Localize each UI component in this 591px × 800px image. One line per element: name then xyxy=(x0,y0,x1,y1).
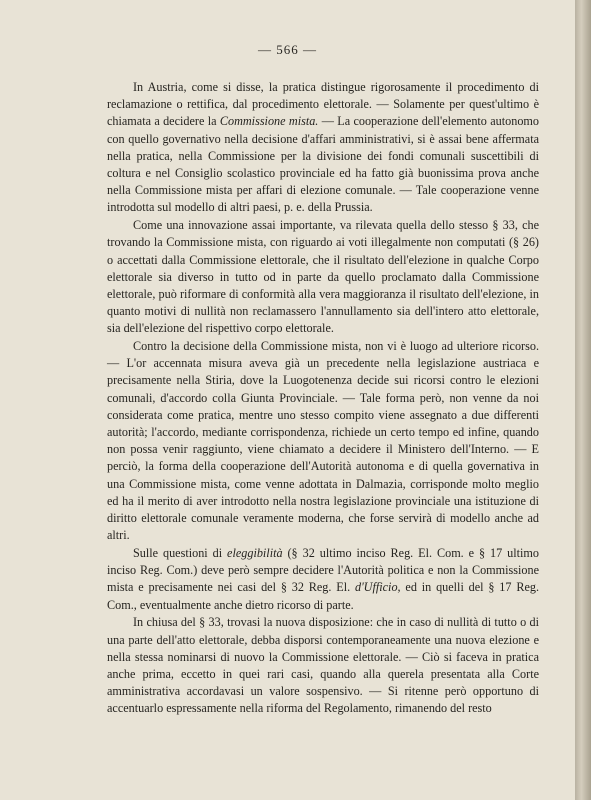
text-run: Sulle questioni di xyxy=(133,545,228,560)
paragraph xyxy=(107,614,539,717)
italic-text: Commissione mista. xyxy=(219,114,319,129)
paragraph xyxy=(107,79,539,217)
book-spine-edge xyxy=(575,0,591,800)
italic-text: d'Ufficio, xyxy=(354,580,401,595)
paragraph xyxy=(107,545,539,614)
text-run: Come una innovazione assai importante, va rilevata quella dello stesso § 33, che trovando la Commissione mista, con riguardo ai voti illegalmente non computati (§ 26) o accettati dalla Commissione elettorale, che il risultato dell'elezione in qualche Corpo elettorale sia diverso in tutto od in parte da quello proclamato dalla Commissione elettorale, può riformare di conformità alla vera maggioranza il risultato dell'elezione, in quanto motivi di nullità non reclamassero l'annullamento sia dell'intero atto elettorale, sia dell'elezione del rispettivo corpo elettorale. xyxy=(107,218,539,336)
page-number: — 566 — xyxy=(258,42,317,57)
text-run: In Austria, come si disse, la pratica distingue rigorosamente il procedimento di reclamazione o rettifica, dal procedimento elettorale. — Solamente per quest'ultimo è chiamata a decidere la xyxy=(107,80,539,129)
text-run: ed in quelli del § 17 Reg. Com., eventualmente anche dietro ricorso di parte. xyxy=(107,580,539,612)
text-run: In chiusa del § 33, trovasi la nuova disposizione: che in caso di nullità di tutto o di una parte dell'atto elettorale, debba disporsi contemporaneamente una nuova elezione e nella stessa nominarsi di nuovo la Commissione elettorale. — Ciò si faceva in pratica anche prima, eccetto in quei rari casi, quando alla querela presentata alla Corte amministrativa accordavasi un valore sospensivo. — Si ritenne però opportuno di accentuarlo espressamente nella riforma del Regolamento, rimanendo del resto xyxy=(107,615,539,716)
italic-text: eleggibilità xyxy=(227,545,283,560)
text-run: Contro la decisione della Commissione mista, non vi è luogo ad ulteriore ricorso. — L'or accennata misura aveva già un precedente nella legislazione austriaca e precisamente nella Stiria, dove la Luogotenenza decide sui ricorsi contro le elezioni comunali, d'accordo colla Giunta Provinciale. — Tale forma però, non venne da noi considerata come pratica, mentre uno stesso compito viene assegnato a due differenti autorità; l'accordo, mediante corrispondenza, richiede un certo tempo ed infine, quando non possa venir raggiunto, viene chiamato a decidere il Ministero dell'Interno. — E perciò, la forma della cooperazione dell'Autorità autonoma e di quella governativa in una Commissione mista, come venne adottata in Dalmazia, corrisponde molto meglio ed ha il merito di aver introdotto nella nostra legislazione provinciale una istituzione di diritto elettorale comunale veramente moderna, che forse servirà di modello anche ad altri. xyxy=(107,339,539,543)
paragraph xyxy=(107,338,539,544)
paragraph xyxy=(107,217,539,337)
text-run: — La cooperazione dell'elemento autonomo con quello governativo nella decisione d'affari amministrativi, si è assai bene affermata nella pratica, nella Commissione per la divisione dei fondi comunali suscettibili di coltura e nel Consiglio scolastico provinciale ed ha fatto già buonissima prova anche nella Commissione mista per affari di elezione comunale. — Tale cooperazione venne introdotta sul modello di altri paesi, p. e. della Prussia. xyxy=(107,114,539,215)
text-run: (§ 32 ultimo inciso Reg. El. Com. e § 17 ultimo inciso Reg. Com.) deve però sempre decidere l'Autorità politica e non la Commissione mista e precisamente nei casi del § 32 Reg. El. xyxy=(107,545,539,595)
body-text xyxy=(107,79,539,718)
